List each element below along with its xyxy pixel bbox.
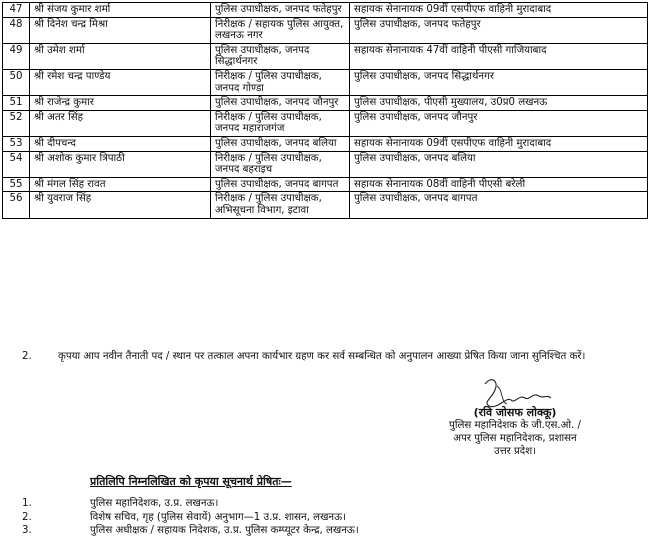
serial-number-cell: 48 [3, 17, 30, 43]
new-posting-cell: पुलिस उपाधीक्षक, जनपद जौनपुर [350, 110, 648, 136]
new-posting-cell: पुलिस उपाधीक्षक, जनपद बागपत [350, 192, 648, 218]
copy-to-heading: प्रतिलिपि निम्नलिखित को कृपया सूचनार्थ प्रेषितः— [90, 475, 292, 488]
postings-table-body [3, 3, 648, 219]
instruction-note [22, 350, 648, 363]
serial-number-cell: 49 [3, 43, 30, 69]
table-row [3, 177, 648, 192]
current-posting-cell: पुलिस उपाधीक्षक, जनपद बलिया [211, 136, 350, 151]
table-row [3, 69, 648, 95]
table-row [3, 3, 648, 18]
serial-number-cell: 50 [3, 69, 30, 95]
serial-number-cell: 55 [3, 177, 30, 192]
officer-name-cell: श्री अतर सिंह [30, 110, 211, 136]
list-item [22, 497, 642, 511]
list-item-text: पुलिस अधीक्षक / सहायक निदेशक, उ.प्र. पुलिस कम्प्यूटर केन्द्र, लखनऊ। [90, 525, 359, 537]
current-posting-cell: निरीक्षक / पुलिस उपाधीक्षक, जनपद गोण्डा [211, 69, 350, 95]
signature-block [392, 406, 638, 458]
officer-name-cell: श्री संजय कुमार शर्मा [30, 3, 211, 18]
list-item-number: 3. [22, 525, 32, 537]
current-posting-cell: निरीक्षक / पुलिस उपाधीक्षक, अभिसूचना विभाग, इटावा [211, 192, 350, 218]
officer-name-cell: श्री अशोक कुमार त्रिपाठी [30, 151, 211, 177]
note-number: 2. [22, 351, 32, 362]
copy-to-list [22, 497, 642, 538]
table-row [3, 136, 648, 151]
officer-name-cell: श्री उमेश शर्मा [30, 43, 211, 69]
list-item [22, 524, 642, 538]
officer-name-cell: श्री राजेन्द्र कुमार [30, 96, 211, 111]
new-posting-cell: सहायक सेनानायक 08वीं वाहिनी पीएसी बरेली [350, 177, 648, 192]
new-posting-cell: पुलिस उपाधीक्षक, जनपद बलिया [350, 151, 648, 177]
postings-table [2, 2, 648, 219]
signatory-state: उत्तर प्रदेश। [493, 446, 537, 457]
new-posting-cell: पुलिस उपाधीक्षक, जनपद फतेहपुर [350, 17, 648, 43]
new-posting-cell: सहायक सेनानायक 09वीं एसपीएफ वाहिनी मुरादाबाद [350, 3, 648, 18]
signatory-designation-2: अपर पुलिस महानिदेशक, प्रशासन [453, 433, 577, 444]
note-text: कृपया आप नवीन तैनाती पद / स्थान पर तत्काल अपना कार्यभार ग्रहण कर सर्व सम्बन्धित को अनुपालन आख्या प्रेषित किया जाना सुनिश्चित करें। [58, 351, 586, 362]
table-row [3, 17, 648, 43]
officer-name-cell: श्री दिनेश चन्द्र मिश्रा [30, 17, 211, 43]
serial-number-cell: 47 [3, 3, 30, 18]
current-posting-cell: पुलिस उपाधीक्षक, जनपद सिद्धार्थनगर [211, 43, 350, 69]
list-item-text: विशेष सचिव, गृह (पुलिस सेवायें) अनुभाग—1 उ.प्र. शासन, लखनऊ। [90, 511, 346, 523]
current-posting-cell: निरीक्षक / पुलिस उपाधीक्षक, जनपद बहराइच [211, 151, 350, 177]
new-posting-cell: सहायक सेनानायक 47वीं वाहिनी पीएसी गाजियाबाद [350, 43, 648, 69]
officer-name-cell: श्री युवराज सिंह [30, 192, 211, 218]
current-posting-cell: निरीक्षक / पुलिस उपाधीक्षक, जनपद महाराजगंज [211, 110, 350, 136]
new-posting-cell: पुलिस उपाधीक्षक, पीएसी मुख्यालय, उ0प्र0 लखनऊ [350, 96, 648, 111]
list-item-text: पुलिस महानिदेशक, उ.प्र. लखनऊ। [90, 498, 219, 509]
current-posting-cell: पुलिस उपाधीक्षक, जनपद बागपत [211, 177, 350, 192]
current-posting-cell: पुलिस उपाधीक्षक, जनपद जौनपुर [211, 96, 350, 111]
table-row [3, 96, 648, 111]
list-item [22, 511, 642, 525]
officer-name-cell: श्री दीपचन्द [30, 136, 211, 151]
officer-name-cell: श्री मंगल सिंह रावत [30, 177, 211, 192]
serial-number-cell: 51 [3, 96, 30, 111]
signatory-designation-1: पुलिस महानिदेशक के जी.एस.ओ. / [449, 420, 581, 431]
current-posting-cell: निरीक्षक / सहायक पुलिस आयुक्त, लखनऊ नगर [211, 17, 350, 43]
new-posting-cell: सहायक सेनानायक 09वीं एसपीएफ वाहिनी मुरादाबाद [350, 136, 648, 151]
table-row [3, 43, 648, 69]
serial-number-cell: 54 [3, 151, 30, 177]
new-posting-cell: पुलिस उपाधीक्षक, जनपद सिद्धार्थनगर [350, 69, 648, 95]
list-item-number: 2. [22, 511, 32, 523]
serial-number-cell: 52 [3, 110, 30, 136]
table-row [3, 151, 648, 177]
serial-number-cell: 56 [3, 192, 30, 218]
serial-number-cell: 53 [3, 136, 30, 151]
table-row [3, 192, 648, 218]
officer-name-cell: श्री रमेश चन्द्र पाण्डेय [30, 69, 211, 95]
table-row [3, 110, 648, 136]
list-item-number: 1. [22, 498, 32, 509]
current-posting-cell: पुलिस उपाधीक्षक, जनपद फतेहपुर [211, 3, 350, 18]
signatory-name: (रवि जोसफ लोक्कू) [473, 406, 557, 419]
